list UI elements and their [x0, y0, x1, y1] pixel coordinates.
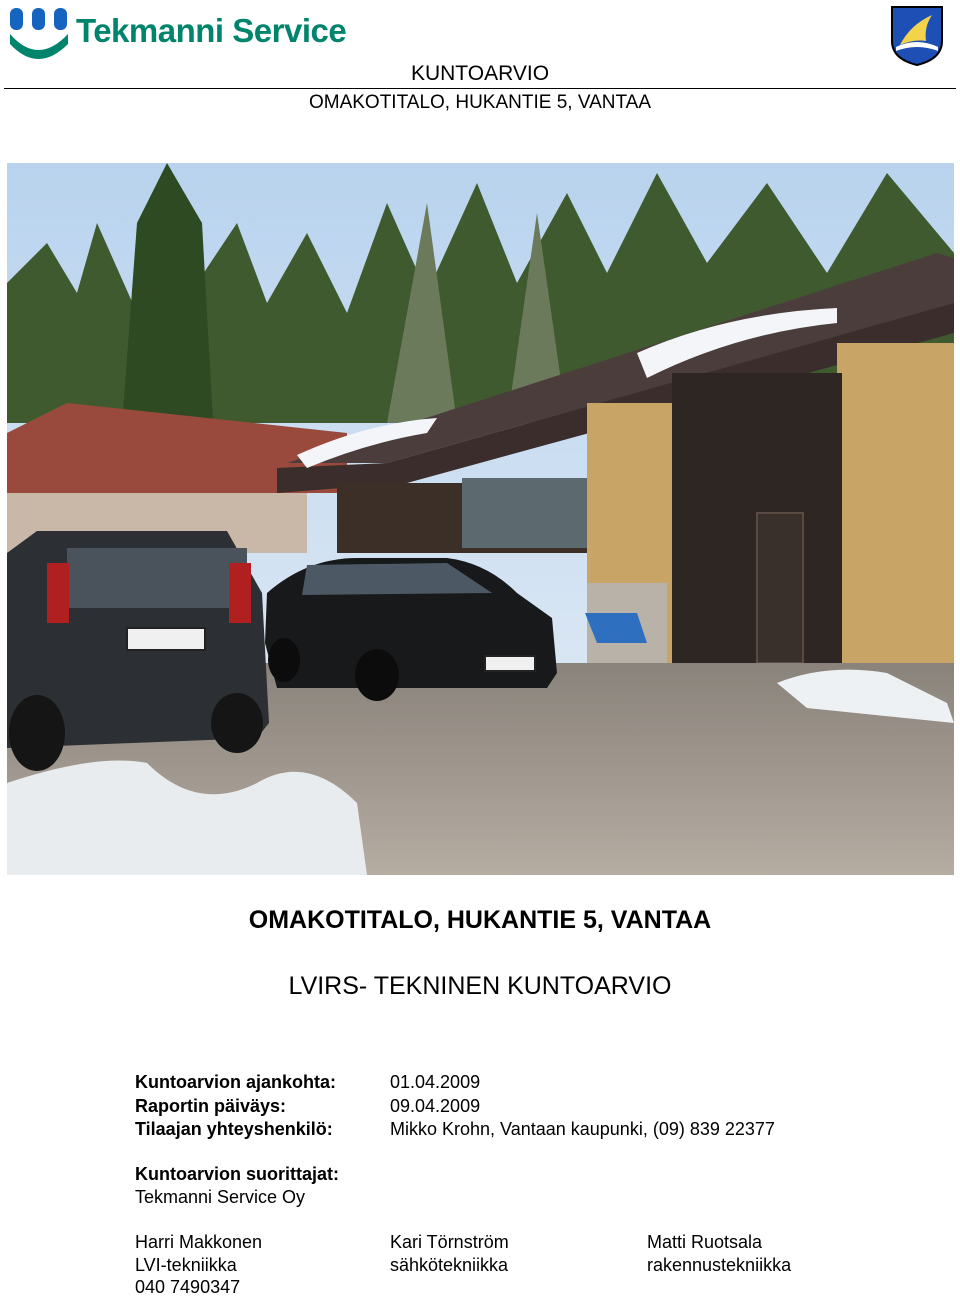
tekmanni-logo: [6, 4, 366, 62]
person-name: Matti Ruotsala: [647, 1232, 763, 1252]
report-date-label: Raportin päiväys:: [135, 1096, 287, 1116]
house-photo: [7, 163, 954, 875]
person-phone: 040 7490347: [135, 1277, 241, 1297]
document-heading: OMAKOTITALO, HUKANTIE 5, VANTAA: [248, 906, 712, 934]
inspection-date-value: 01.04.2009: [390, 1072, 481, 1092]
person-role: LVI-tekniikka: [135, 1255, 237, 1275]
person-name: Harri Makkonen: [135, 1232, 263, 1252]
inspection-date-label: Kuntoarvion ajankohta:: [135, 1072, 337, 1092]
header-subtitle: OMAKOTITALO, HUKANTIE 5, VANTAA: [308, 92, 652, 113]
company-name: Tekmanni Service Oy: [135, 1187, 306, 1207]
client-contact-label: Tilaajan yhteyshenkilö:: [135, 1119, 333, 1139]
person-role: rakennustekniikka: [647, 1255, 792, 1275]
tekmanni-logo-mark-icon: [6, 4, 76, 62]
vantaa-crest-icon: [890, 5, 944, 67]
client-contact-value: Mikko Krohn, Vantaan kaupunki, (09) 839 22377: [390, 1119, 775, 1139]
header-title: KUNTOARVIO: [410, 62, 550, 85]
report-date-value: 09.04.2009: [390, 1096, 481, 1116]
person-name: Kari Törnström: [390, 1232, 509, 1252]
person-role: sähkötekniikka: [390, 1255, 509, 1275]
document-subheading: LVIRS- TEKNINEN KUNTOARVIO: [288, 972, 672, 1000]
performers-label: Kuntoarvion suorittajat:: [135, 1164, 340, 1184]
header-divider: [4, 88, 956, 89]
logo-text: Tekmanni Service: [76, 12, 347, 49]
